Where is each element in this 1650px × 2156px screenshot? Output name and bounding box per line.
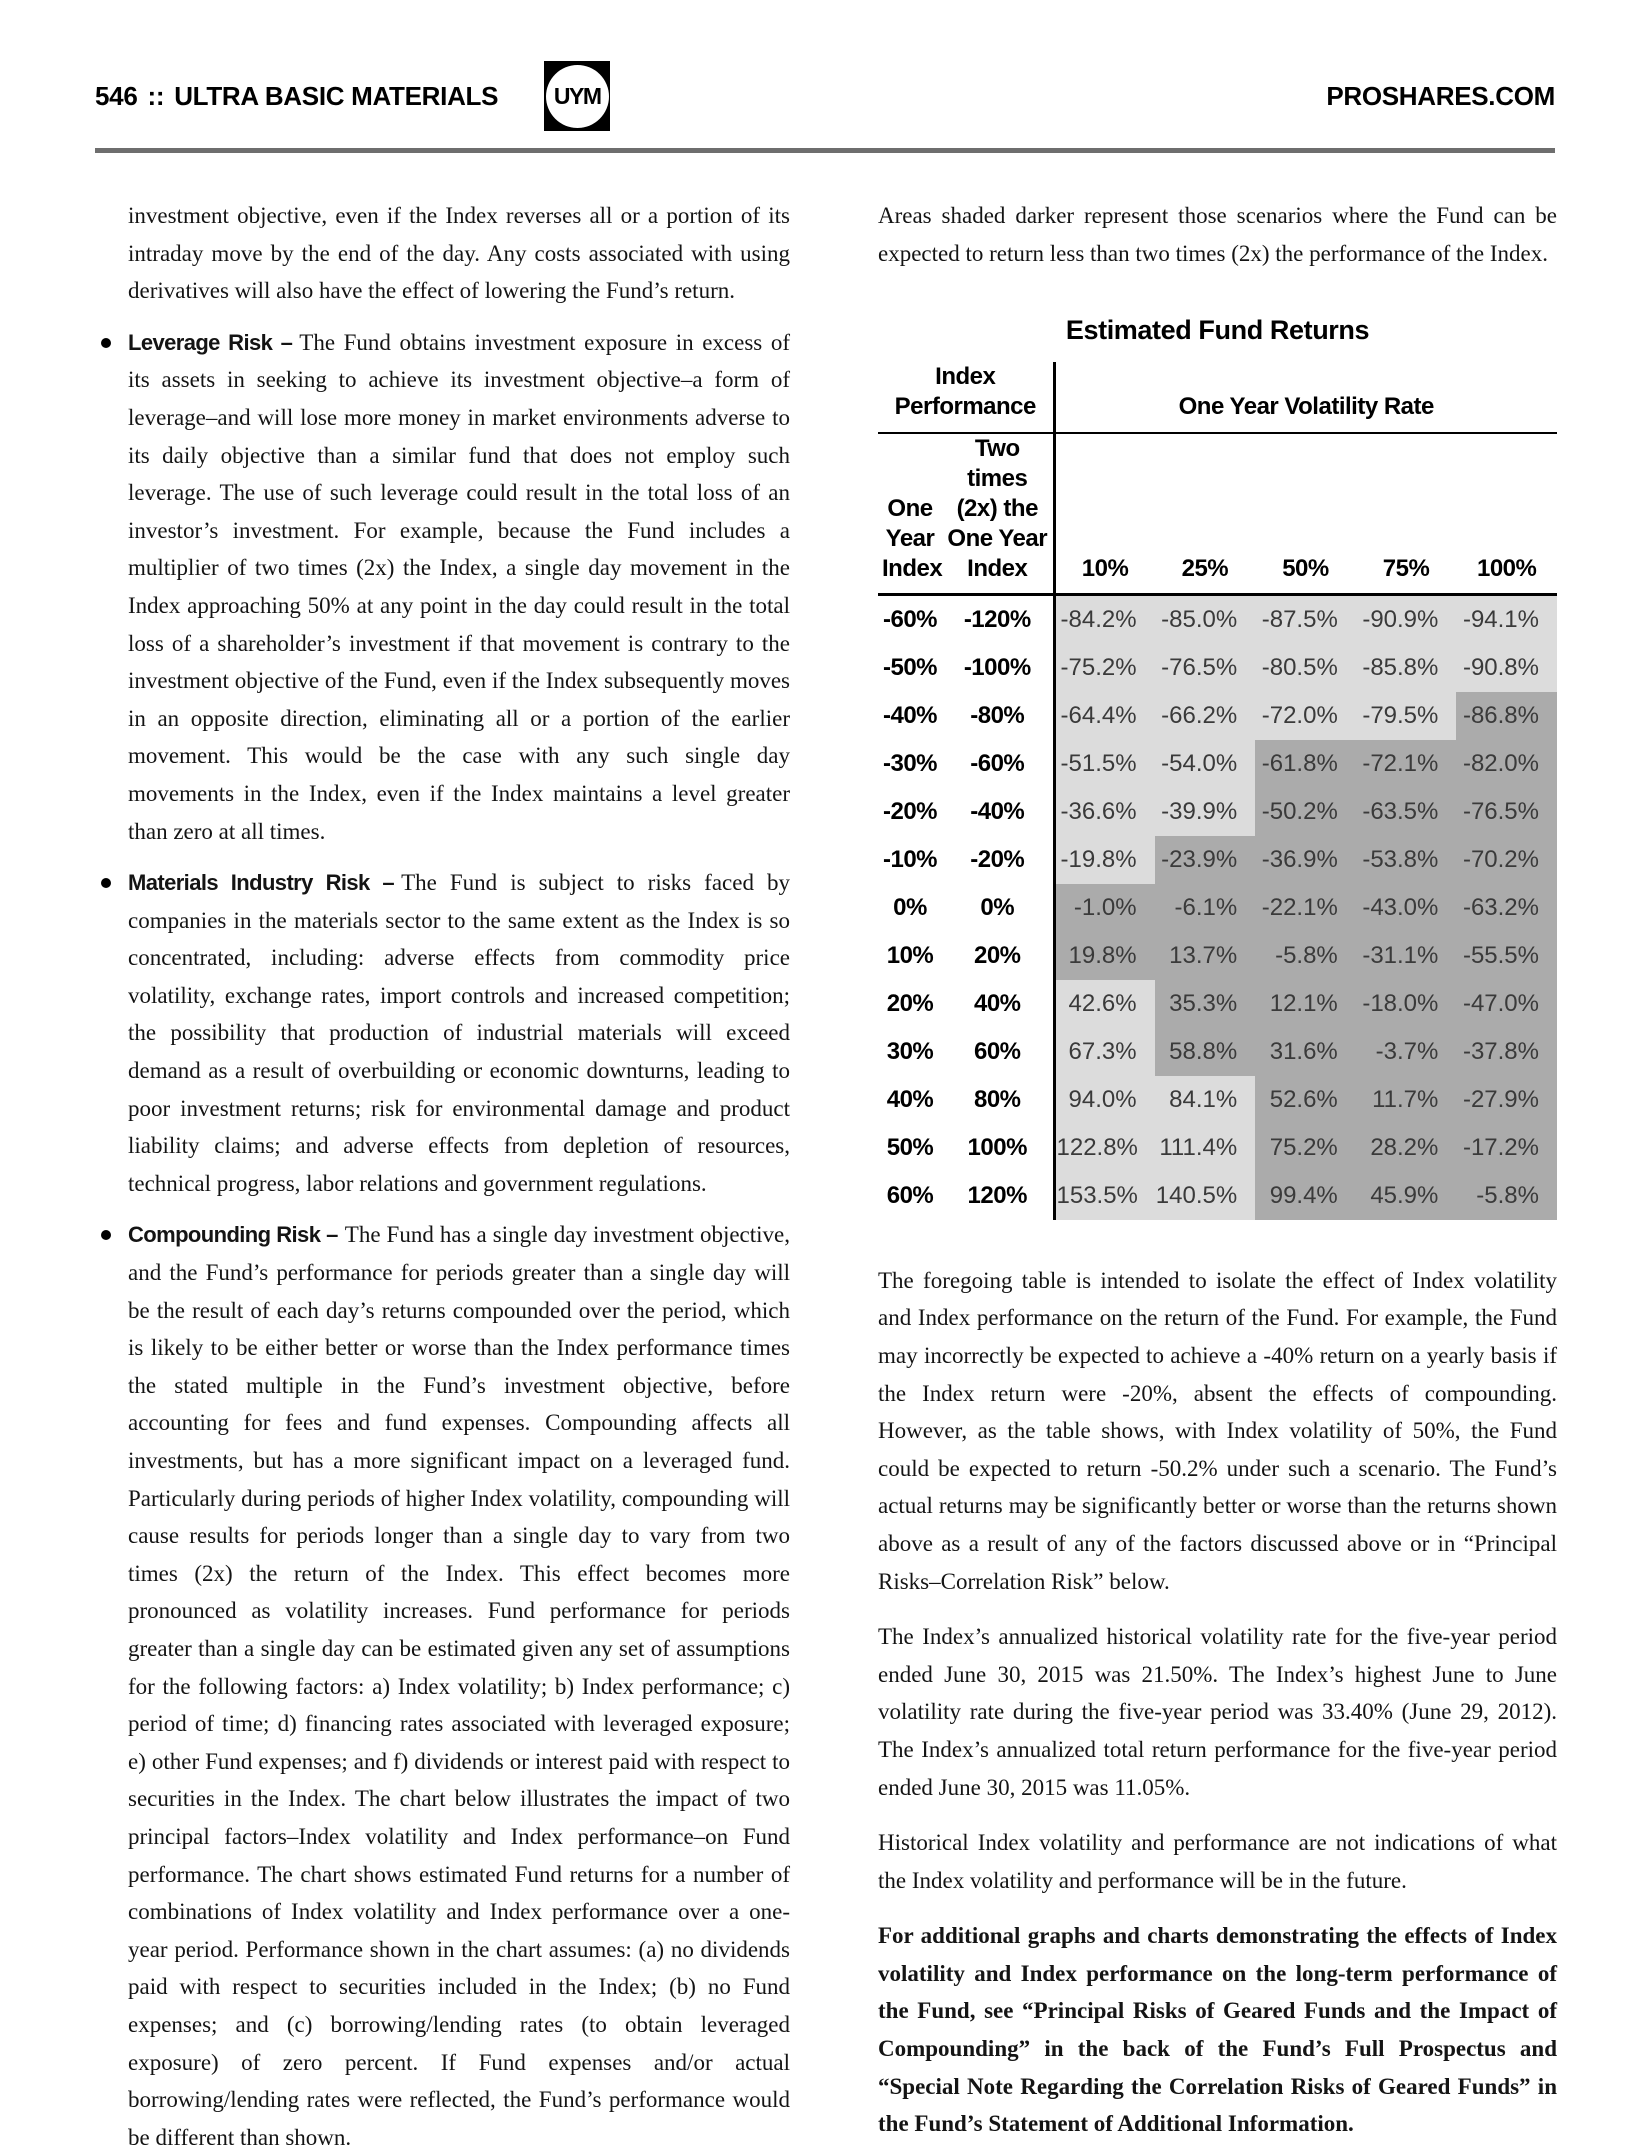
fund-return-cell: 28.2% [1356,1124,1457,1172]
table-row [878,594,1557,644]
fund-return-cell: 42.6% [1054,980,1155,1028]
fund-return-cell: 140.5% [1155,1172,1256,1220]
fund-return-cell: -90.8% [1456,644,1557,692]
two-times-index-cell: -40% [970,797,1025,825]
fund-return-cell: -72.1% [1356,740,1457,788]
left-column [95,197,790,2156]
table-title: Estimated Fund Returns [1065,315,1370,346]
one-year-index-cell: -60% [882,605,938,633]
table-row [878,740,1557,788]
bullet-icon [101,338,111,348]
two-times-index-cell: -20% [970,845,1025,873]
two-times-index-cell: -120% [963,605,1031,633]
fund-return-cell: -50.2% [1255,788,1356,836]
fund-return-cell: -6.1% [1155,884,1256,932]
risk-label: Leverage Risk – [128,329,293,355]
fund-return-cell: -3.7% [1356,1028,1457,1076]
fund-return-cell: -72.0% [1255,692,1356,740]
fund-return-cell: -63.5% [1356,788,1457,836]
fund-return-cell: -76.5% [1155,644,1256,692]
table-row [878,692,1557,740]
two-times-index-cell: -80% [970,701,1025,729]
fund-return-cell: 122.8% [1054,1124,1155,1172]
fund-return-cell: -5.8% [1255,932,1356,980]
fund-return-cell: -19.8% [1054,836,1155,884]
fund-return-cell: -86.8% [1456,692,1557,740]
fund-return-cell: 45.9% [1356,1172,1457,1220]
additional-graphs-note-paragraph: For additional graphs and charts demonstrating the effects of Index volatility and Index performance on the long-term performance of the Fund, see “Principal Risks of Geared Funds and the Impact of Compounding” in the back of the Fund’s Full Prospectus and “Special Note Regarding the Correlation Risks of Geared Funds” in the Fund’s Statement of Additional Information. [878,1923,1557,2137]
fund-return-cell: 75.2% [1255,1124,1356,1172]
fund-return-cell: -23.9% [1155,836,1256,884]
risk-label: Compounding Risk – [128,1222,338,1248]
fund-ticker-label: UYM [546,65,609,128]
fund-return-cell: 111.4% [1155,1124,1256,1172]
fund-return-cell: 153.5% [1054,1172,1155,1220]
fund-return-cell: -94.1% [1456,594,1557,644]
risk-bullet-leverage [95,324,790,850]
sub-header-row [878,433,1557,595]
table-row [878,1124,1557,1172]
shading-note-paragraph: Areas shaded darker represent those scenarios where the Fund can be expected to return less than two times (2x) the performance of the Index. [878,203,1557,266]
fund-return-cell: -36.9% [1255,836,1356,884]
risk-text: The Fund is subject to risks faced by companies in the materials sector to the same extent as the Index is so concentrated, including: adverse effects from commodity price volatility, exchange rates, import controls and increased competition; the possibility that production of industrial materials will exceed demand as a result of overbuilding or economic downturns, leading to poor investment returns; risk for environmental damage and product liability claims; and adverse effects from depletion of resources, technical progress, labor relations and government regulations. [128,870,790,1196]
one-year-index-cell: -20% [882,797,938,825]
two-times-index-cell: -100% [963,653,1031,681]
fund-return-cell: 35.3% [1155,980,1256,1028]
table-row [878,836,1557,884]
fund-return-cell: -54.0% [1155,740,1256,788]
table-row [878,980,1557,1028]
fund-return-cell: -63.2% [1456,884,1557,932]
one-year-index-cell: 60% [886,1181,934,1209]
fund-return-cell: -39.9% [1155,788,1256,836]
fund-return-cell: 12.1% [1255,980,1356,1028]
risk-bullet-compounding [95,1216,790,2156]
fund-return-cell: -64.4% [1054,692,1155,740]
fund-return-cell: 84.1% [1155,1076,1256,1124]
one-year-index-cell: -50% [882,653,938,681]
one-year-index-cell: 0% [893,893,927,921]
two-column-body [95,197,1555,2156]
table-row [878,932,1557,980]
fund-returns-table-body [878,594,1557,1220]
header-rule [95,148,1555,153]
one-year-index-cell: 40% [886,1085,934,1113]
fund-return-cell: -17.2% [1456,1124,1557,1172]
fund-return-cell: -75.2% [1054,644,1155,692]
volatility-100-header: 100% [1456,433,1557,595]
fund-return-cell: -85.8% [1356,644,1457,692]
continuation-paragraph: investment objective, even if the Index reverses all or a portion of its intraday move by the end of the day. Any costs associated with using derivatives will also have the effect of lowering the Fund’s return. [128,203,790,304]
fund-return-cell: -76.5% [1456,788,1557,836]
table-row [878,884,1557,932]
fund-ticker-logo [544,61,610,131]
volatility-75-header: 75% [1356,433,1457,595]
fund-return-cell: -61.8% [1255,740,1356,788]
bullet-icon [101,878,111,888]
one-year-index-header: One Year Index [878,433,942,595]
fund-return-cell: 11.7% [1356,1076,1457,1124]
fund-return-cell: -80.5% [1255,644,1356,692]
fund-return-cell: -27.9% [1456,1076,1557,1124]
fund-return-cell: -85.0% [1155,594,1256,644]
volatility-25-header: 25% [1155,433,1256,595]
two-times-index-cell: 0% [980,893,1015,921]
table-row [878,788,1557,836]
fund-return-cell: -1.0% [1054,884,1155,932]
proshares-url-text: PROSHARES.COM [1326,80,1555,111]
risk-text: The Fund obtains investment exposure in excess of its assets in seeking to achieve its investment objective–a form of leverage–and will lose more money in market environments adverse to its daily objective than a similar fund that does not employ such leverage. The use of such leverage could result in the total loss of an investor’s investment. For example, because the Fund includes a multiplier of two times (2x) the Index, a single day movement in the Index approaching 50% at any point in the day could result in the total loss of a shareholder’s investment if that movement is contrary to the investment objective of the Fund, even if the Index subsequently moves in an opposite direction, eliminating all or a portion of the earlier movement. This would be the case with any such single day movements in the Index, even if the Index maintains a level greater than zero at all times. [128,329,791,844]
two-times-index-cell: 120% [967,1181,1027,1209]
fund-return-cell: -53.8% [1356,836,1457,884]
fund-return-cell: -36.6% [1054,788,1155,836]
foregoing-table-paragraph: The foregoing table is intended to isolate the effect of Index volatility and Index performance on the return of the Fund. For example, the Fund may incorrectly be expected to achieve a -40% return on a yearly basis if the Index return were -20%, absent the effects of compounding. However, as the table shows, with Index volatility of 50%, the Fund could be expected to return -50.2% under such a scenario. The Fund’s actual returns may be significantly better or worse than the returns shown above as a result of any of the factors discussed above or in “Principal Risks–Correlation Risk” below. [878,1267,1557,1594]
index-performance-group-header: Index Performance [878,362,1054,433]
risk-label: Materials Industry Risk – [128,870,395,896]
one-year-index-cell: 50% [886,1133,934,1161]
right-column [878,197,1557,2156]
two-times-index-cell: 40% [973,989,1021,1017]
fund-return-cell: -66.2% [1155,692,1256,740]
one-year-index-cell: 20% [886,989,934,1017]
fund-return-cell: 19.8% [1054,932,1155,980]
two-times-index-cell: 60% [973,1037,1021,1065]
two-times-index-cell: 20% [973,941,1021,969]
fund-return-cell: 13.7% [1155,932,1256,980]
two-times-index-header: Two times (2x) the One Year Index [942,433,1054,595]
fund-return-cell: -79.5% [1356,692,1457,740]
two-times-index-cell: 80% [973,1085,1021,1113]
fund-return-cell: -90.9% [1356,594,1457,644]
one-year-index-cell: -40% [882,701,938,729]
table-row [878,1028,1557,1076]
table-row [878,644,1557,692]
estimated-fund-returns-table [878,362,1557,1220]
fund-return-cell: -31.1% [1356,932,1457,980]
fund-return-cell: -82.0% [1456,740,1557,788]
one-year-index-cell: 10% [886,941,934,969]
fund-return-cell: -87.5% [1255,594,1356,644]
header-separator: :: [147,80,165,111]
fund-return-cell: 58.8% [1155,1028,1256,1076]
two-times-index-cell: -60% [970,749,1025,777]
fund-return-cell: -55.5% [1456,932,1557,980]
risk-text: The Fund has a single day investment objective, and the Fund’s performance for periods greater than a single day will be the result of each day’s returns compounded over the period, which is likely to be either better or worse than the Index performance times the stated multiple in the Fund’s investment objective, before accounting for fees and fund expenses. Compounding affects all investments, but has a more significant impact on a leveraged fund. Particularly during periods of higher Index volatility, compounding will cause results for periods longer than a single day to vary from two times (2x) the return of the Index. This effect becomes more pronounced as volatility increases. Fund performance for periods greater than a single day can be estimated given any set of assumptions for the following factors: a) Index volatility; b) Index performance; c) period of time; d) financing rates associated with leveraged exposure; e) other Fund expenses; and f) dividends or interest paid with respect to securities in the Index. The chart below illustrates the impact of two principal factors–Index volatility and Index performance–on Fund performance. The chart shows estimated Fund returns for a number of combinations of Index volatility and Index performance over a one-year period. Performance shown in the chart assumes: (a) no dividends paid with respect to securities included in the Index; (b) no Fund expenses; and (c) borrowing/lending rates (to obtain leveraged exposure) of zero percent. If Fund expenses and/or actual borrowing/lending rates were reflected, the Fund’s performance would be different than shown. [128,1222,790,2150]
risk-bullet-materials-industry [95,864,790,1202]
fund-return-cell: -18.0% [1356,980,1457,1028]
fund-return-cell: -51.5% [1054,740,1155,788]
volatility-50-header: 50% [1255,433,1356,595]
fund-return-cell: -43.0% [1356,884,1457,932]
volatility-rate-group-header: One Year Volatility Rate [1054,362,1557,433]
page-title: ULTRA BASIC MATERIALS [174,80,499,111]
no-indication-paragraph: Historical Index volatility and performance are not indications of what the Index volatility and performance will be in the future. [878,1830,1557,1893]
bullet-icon [101,1230,111,1240]
one-year-index-cell: -10% [882,845,938,873]
one-year-index-cell: 30% [886,1037,934,1065]
fund-return-cell: -37.8% [1456,1028,1557,1076]
table-header [878,362,1557,595]
fund-return-cell: 94.0% [1054,1076,1155,1124]
fund-return-cell: 31.6% [1255,1028,1356,1076]
table-row [878,1172,1557,1220]
table-row [878,1076,1557,1124]
page-header [95,48,1555,144]
fund-return-cell: 67.3% [1054,1028,1155,1076]
fund-return-cell: -5.8% [1456,1172,1557,1220]
fund-return-cell: -84.2% [1054,594,1155,644]
fund-return-cell: -22.1% [1255,884,1356,932]
page-number: 546 [95,80,138,111]
one-year-index-cell: -30% [882,749,938,777]
fund-return-cell: 52.6% [1255,1076,1356,1124]
two-times-index-cell: 100% [967,1133,1027,1161]
historical-volatility-paragraph: The Index’s annualized historical volatility rate for the five-year period ended June 30, 2015 was 21.50%. The Index’s highest June to June volatility rate during the five-year period was 33.40% (June 29, 2012). The Index’s annualized total return performance for the five-year period ended June 30, 2015 was 11.05%. [878,1624,1557,1800]
volatility-10-header: 10% [1054,433,1155,595]
group-header-row [878,362,1557,433]
page-header-left [95,81,498,112]
fund-return-cell: 99.4% [1255,1172,1356,1220]
fund-return-cell: -47.0% [1456,980,1557,1028]
fund-return-cell: -70.2% [1456,836,1557,884]
